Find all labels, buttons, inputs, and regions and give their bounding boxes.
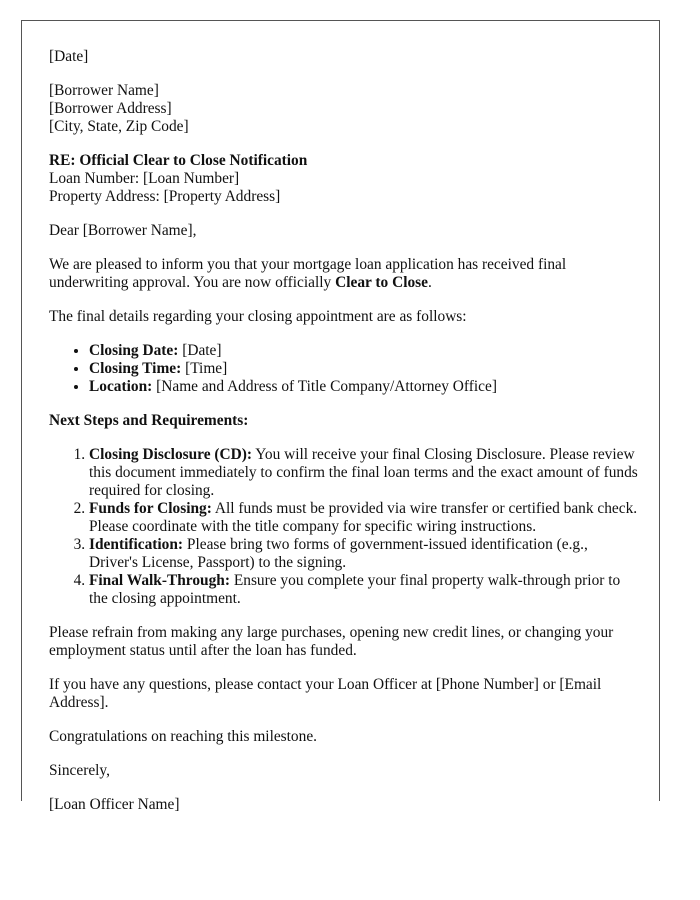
intro-text: We are pleased to inform you that your mortgage loan application has received final underwriting approval. You are now officially	[49, 256, 567, 291]
letter-date: [Date]	[49, 48, 89, 65]
signoff: Sincerely,	[49, 762, 110, 779]
next-step-item	[89, 446, 639, 500]
signer-name: [Loan Officer Name]	[49, 796, 180, 813]
closing-detail-label: Location:	[89, 378, 153, 395]
next-steps-list	[49, 446, 639, 608]
refrain-paragraph: Please refrain from making any large purchases, opening new credit lines, or changing your employment status until after the loan has funded.	[49, 624, 614, 659]
closing-detail-item	[89, 378, 639, 396]
closing-detail-label: Closing Time:	[89, 360, 182, 377]
next-step-item	[89, 572, 639, 608]
next-step-label: Funds for Closing:	[89, 500, 212, 517]
next-step-text: You will receive your final Closing Disclosure. Please review this document immediately to confirm the final loan terms and the exact amount of funds required for closing.	[89, 446, 638, 499]
salutation: Dear [Borrower Name],	[49, 222, 197, 239]
closing-detail-label: Closing Date:	[89, 342, 179, 359]
next-step-item	[89, 536, 639, 572]
questions-paragraph: If you have any questions, please contact your Loan Officer at [Phone Number] or [Email Address].	[49, 676, 602, 711]
closing-intro: The final details regarding your closing appointment are as follows:	[49, 308, 467, 325]
intro-end: .	[428, 274, 432, 291]
recipient-city-state-zip: [City, State, Zip Code]	[49, 118, 189, 135]
next-step-text: Please bring two forms of government-issued identification (e.g., Driver's License, Passport) to the signing.	[89, 536, 588, 571]
closing-detail-item	[89, 360, 639, 378]
next-step-label: Closing Disclosure (CD):	[89, 446, 253, 463]
recipient-address: [Borrower Address]	[49, 100, 172, 117]
next-step-label: Final Walk-Through:	[89, 572, 230, 589]
letter-page	[21, 20, 660, 813]
letter-content	[22, 21, 659, 814]
next-step-label: Identification:	[89, 536, 184, 553]
closing-detail-value: [Date]	[178, 342, 222, 359]
next-step-text: Ensure you complete your final property walk-through prior to the closing appointment.	[89, 572, 621, 607]
closing-details-list	[49, 342, 639, 396]
next-steps-heading-text: Next Steps and Requirements:	[49, 412, 249, 429]
recipient-name: [Borrower Name]	[49, 82, 159, 99]
property-address: Property Address: [Property Address]	[49, 188, 281, 205]
closing-detail-item	[89, 342, 639, 360]
intro-paragraph	[49, 256, 639, 292]
loan-number: Loan Number: [Loan Number]	[49, 170, 240, 187]
closing-detail-value: [Name and Address of Title Company/Attorney Office]	[152, 378, 497, 395]
next-step-text: All funds must be provided via wire transfer or certified bank check. Please coordinate with the title company for specific wiring instructions.	[89, 500, 638, 535]
congrats-paragraph: Congratulations on reaching this milestone.	[49, 728, 318, 745]
next-steps-heading	[49, 412, 639, 430]
intro-bold: Clear to Close	[335, 274, 428, 291]
recipient-block	[49, 82, 639, 136]
re-block	[49, 152, 639, 206]
re-subject: RE: Official Clear to Close Notification	[49, 152, 308, 169]
closing-detail-value: [Time]	[181, 360, 228, 377]
next-step-item	[89, 500, 639, 536]
